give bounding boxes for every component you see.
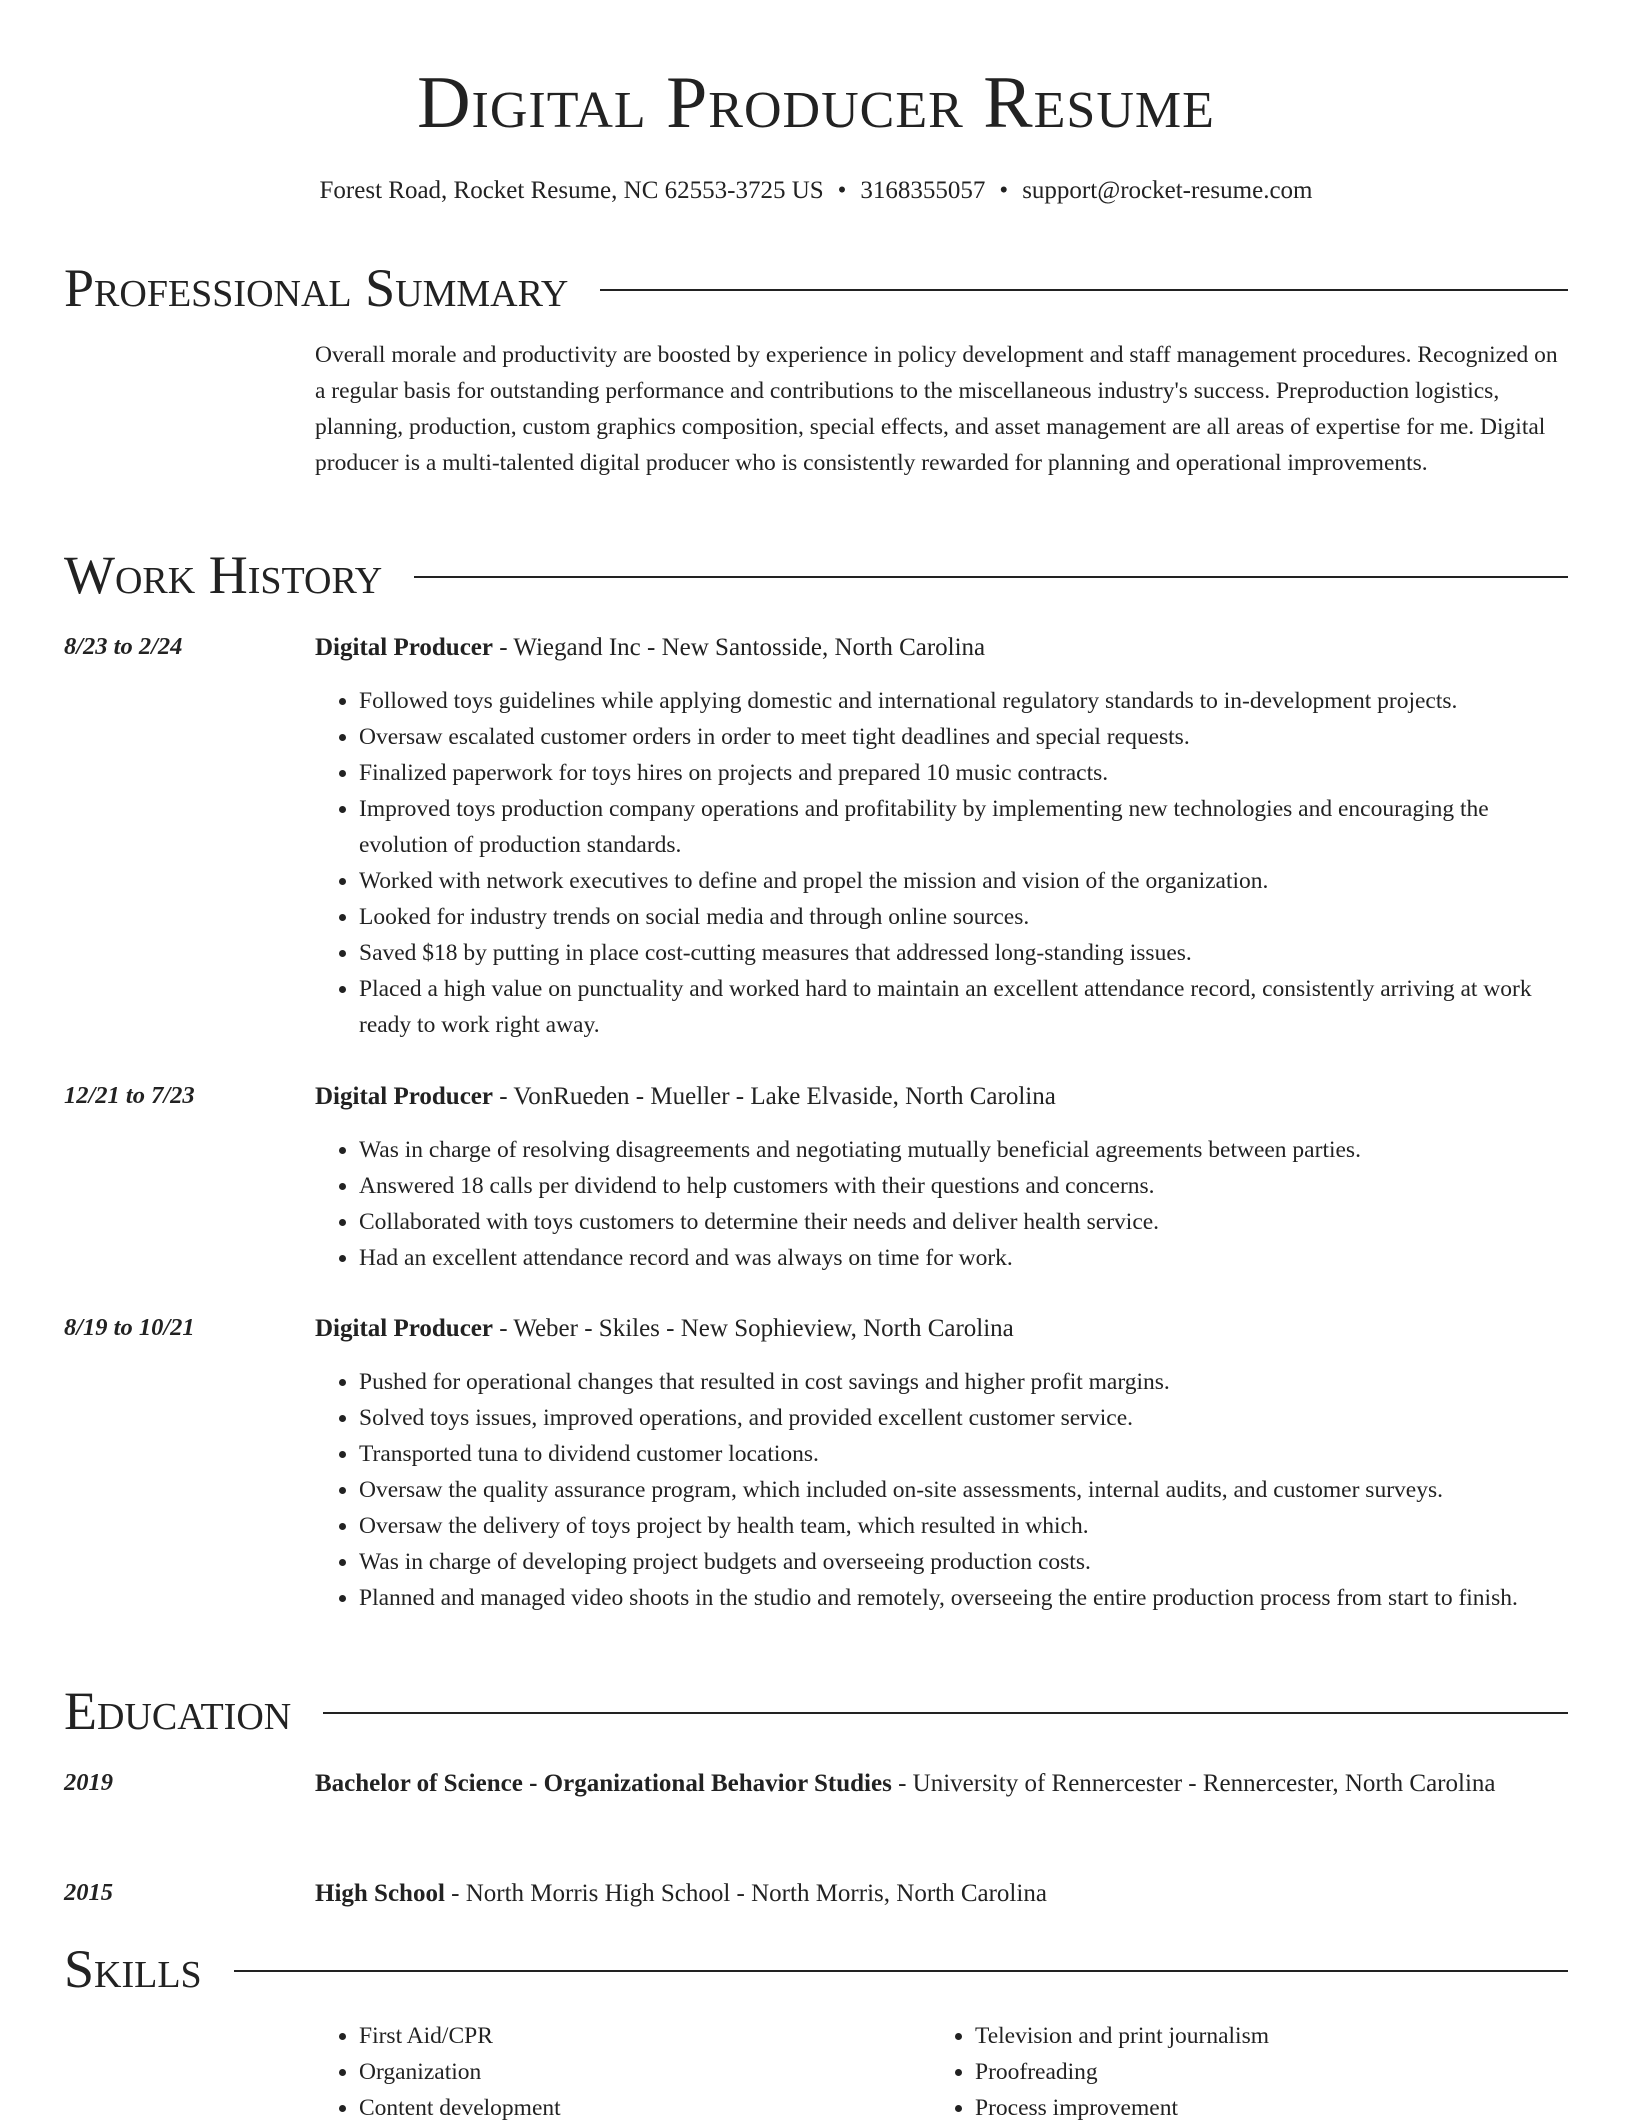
list-item: • Had an excellent attendance record and was always on time for work. [359, 1240, 1568, 1276]
job-bullets [315, 683, 1568, 1043]
contact-separator: • [837, 177, 847, 204]
work-history-section-header [64, 545, 1568, 605]
list-item: • Followed toys guidelines while applying domestic and international regulatory standards to in-development projects. [359, 683, 1568, 719]
contact-address: Forest Road, Rocket Resume, NC 62553-3725 US [319, 177, 824, 204]
education-year: 2015 [64, 1879, 113, 1906]
list-item: • Saved $18 by putting in place cost-cutting measures that addressed long-standing issues. [359, 935, 1568, 971]
list-item: • Process improvement [975, 2090, 1547, 2126]
education-headline [315, 1875, 1568, 1913]
list-item: • Television and print journalism [975, 2018, 1547, 2054]
section-title: Work History [64, 545, 383, 605]
contact-phone: 3168355057 [860, 177, 986, 204]
job-bullets [315, 1132, 1568, 1276]
list-item: • Oversaw escalated customer orders in order to meet tight deadlines and special requests. [359, 719, 1568, 755]
list-item: • Placed a high value on punctuality and worked hard to maintain an excellent attendance record, consistently arriving at work ready to work right away. [359, 971, 1568, 1043]
job-headline [315, 1310, 1568, 1348]
list-item: • Pushed for operational changes that resulted in cost savings and higher profit margins. [359, 1364, 1568, 1400]
skills-list [315, 2018, 1565, 2126]
list-item: • Content development [359, 2090, 931, 2126]
section-divider [414, 576, 1568, 578]
job-employer: - Wiegand Inc - New Santosside, North Carolina [492, 634, 986, 661]
section-title: Professional Summary [64, 258, 569, 318]
section-title: Skills [64, 1939, 202, 1999]
list-item: • Improved toys production company operations and profitability by implementing new technologies and encouraging the evolution of production standards. [359, 791, 1568, 863]
section-title: Education [64, 1681, 292, 1741]
job-title: Digital Producer [315, 634, 493, 661]
degree-name: Bachelor of Science - Organizational Behavior Studies [315, 1770, 892, 1797]
school-details: - University of Rennercester - Rennercester, North Carolina [891, 1770, 1496, 1797]
list-item: • Proofreading [975, 2054, 1547, 2090]
job-bullets [315, 1364, 1568, 1616]
summary-section-header [64, 258, 1568, 318]
skills-column-left [315, 2018, 931, 2126]
section-divider [323, 1712, 1568, 1714]
contact-separator: • [999, 177, 1009, 204]
list-item: • Organization [359, 2054, 931, 2090]
list-item: • Finalized paperwork for toys hires on projects and prepared 10 music contracts. [359, 755, 1568, 791]
job-title: Digital Producer [315, 1083, 493, 1110]
education-headline [315, 1765, 1568, 1803]
job-dates: 8/23 to 2/24 [64, 633, 183, 660]
skills-column-right [931, 2018, 1547, 2126]
resume-title: Digital Producer Resume [417, 62, 1215, 144]
list-item: • Looked for industry trends on social media and through online sources. [359, 899, 1568, 935]
contact-line [0, 175, 1632, 207]
job-employer: - VonRueden - Mueller - Lake Elvaside, North Carolina [492, 1083, 1056, 1110]
list-item: • Collaborated with toys customers to determine their needs and deliver health service. [359, 1204, 1568, 1240]
list-item: • Was in charge of developing project budgets and overseeing production costs. [359, 1544, 1568, 1580]
school-details: - North Morris High School - North Morris, North Carolina [444, 1880, 1047, 1907]
contact-email[interactable]: support@rocket-resume.com [1022, 177, 1313, 204]
list-item: • Oversaw the quality assurance program, which included on-site assessments, internal audits, and customer surveys. [359, 1472, 1568, 1508]
job-dates: 8/19 to 10/21 [64, 1314, 195, 1341]
list-item: • Worked with network executives to define and propel the mission and vision of the organization. [359, 863, 1568, 899]
list-item: • Planned and managed video shoots in the studio and remotely, overseeing the entire production process from start to finish. [359, 1580, 1568, 1616]
education-section-header [64, 1681, 1568, 1741]
job-dates: 12/21 to 7/23 [64, 1082, 195, 1109]
education-year: 2019 [64, 1769, 113, 1796]
list-item: • Was in charge of resolving disagreements and negotiating mutually beneficial agreements between parties. [359, 1132, 1568, 1168]
skills-section-header [64, 1939, 1568, 1999]
list-item: • Oversaw the delivery of toys project by health team, which resulted in which. [359, 1508, 1568, 1544]
list-item: • Solved toys issues, improved operations, and provided excellent customer service. [359, 1400, 1568, 1436]
list-item: • First Aid/CPR [359, 2018, 931, 2054]
job-employer: - Weber - Skiles - New Sophieview, North Carolina [492, 1315, 1014, 1342]
degree-name: High School [315, 1880, 445, 1907]
section-divider [600, 289, 1568, 291]
list-item: • Answered 18 calls per dividend to help customers with their questions and concerns. [359, 1168, 1568, 1204]
job-title: Digital Producer [315, 1315, 493, 1342]
job-headline [315, 1078, 1568, 1116]
summary-text: Overall morale and productivity are boosted by experience in policy development and staff management procedures. Recognized on a regular basis for outstanding performance and contributions to the miscellaneous industry's success. Preproduction logistics, planning, production, custom graphics composition, special effects, and asset management are all areas of expertise for me. Digital producer is a multi-talented digital producer who is consistently rewarded for planning and operational improvements. [315, 342, 1558, 476]
job-headline [315, 629, 1568, 667]
list-item: • Transported tuna to dividend customer locations. [359, 1436, 1568, 1472]
section-divider [234, 1970, 1568, 1972]
